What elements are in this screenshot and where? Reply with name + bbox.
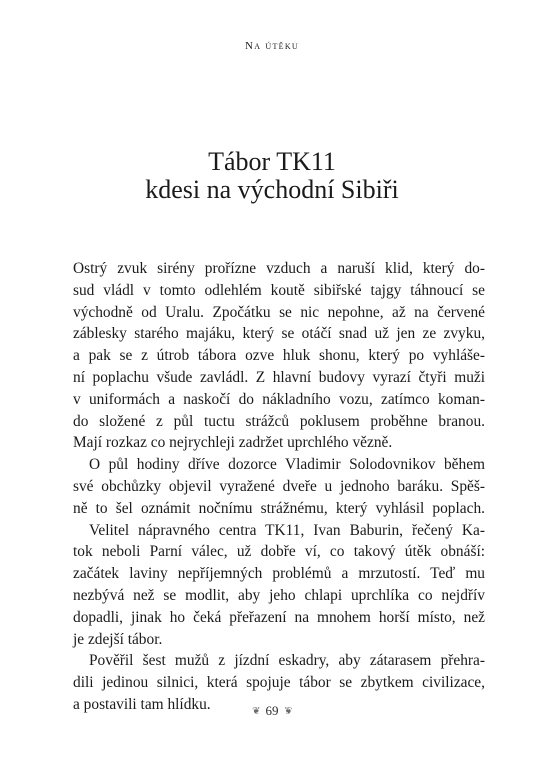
text-line: v uniformách a naskočí do nákladního vozu, zatímco koman- xyxy=(73,390,485,408)
text-line: záblesky starého majáku, který se otáčí snad už jen ze zvyku, xyxy=(73,325,485,343)
text-line: tok neboli Parní válec, už dobře ví, co takový útěk obnáší: xyxy=(73,543,485,561)
text-line: je zdejší tábor. xyxy=(73,630,163,648)
text-line: a pak se z útrob tábora ozve hluk shonu, který po vyhláše- xyxy=(73,347,485,365)
paragraph-3 xyxy=(73,520,485,651)
paragraph-1 xyxy=(73,258,485,454)
text-line: východně od Uralu. Zpočátku se nic nepohne, až na červené xyxy=(73,303,485,321)
chapter-title-line-2: kdesi na východní Sibiři xyxy=(145,175,399,204)
text-line: do složené z půl tuctu strážců poklusem proběhne branou. xyxy=(73,412,485,430)
running-head: Na útěku xyxy=(245,40,299,52)
text-line: začátek laviny nepříjemných problémů a mrzutostí. Teď mu xyxy=(73,565,485,583)
text-line: O půl hodiny dříve dozorce Vladimir Solodovnikov během xyxy=(89,456,485,474)
chapter-title xyxy=(0,148,544,204)
text-line: nezbývá než se modlit, aby jeho chlapi uprchlíka co nejdřív xyxy=(73,586,485,604)
text-line: sud vládl v tomto odlehlém koutě sibiřské tajgy táhnoucí se xyxy=(73,281,485,299)
text-line: ně to šel oznámit nočnímu strážnému, který vyhlásil poplach. xyxy=(73,499,485,517)
text-line: dili jedinou silnici, která spojuje tábor se zbytkem civilizace, xyxy=(73,674,485,692)
paragraph-2 xyxy=(73,454,485,519)
text-line: Ostrý zvuk sirény prořízne vzduch a naruší klid, který do- xyxy=(73,260,485,277)
body-text xyxy=(73,258,485,716)
page-number: 69 xyxy=(265,703,279,718)
fleuron-icon: ❦ xyxy=(283,706,292,717)
text-line: a postavili tam hlídku. xyxy=(73,695,211,713)
text-line: dopadli, jinak ho čeká přeřazení na mnohem horší místo, než xyxy=(73,608,485,626)
text-line: Mají rozkaz co nejrychleji zadržet uprchlého vězně. xyxy=(73,434,393,452)
text-line: Pověřil šest mužů z jízdní eskadry, aby zátarasem přehra- xyxy=(89,652,485,670)
fleuron-icon: ❦ xyxy=(252,706,261,717)
text-line: Velitel nápravného centra TK11, Ivan Baburin, řečený Ka- xyxy=(89,521,485,539)
text-line: ní poplachu všude zavládl. Z hlavní budovy vyrazí čtyři muži xyxy=(73,368,485,386)
chapter-title-line-1: Tábor TK11 xyxy=(208,147,336,176)
page-footer xyxy=(0,703,544,719)
text-line: své obchůzky objevil vyražené dveře u jednoho baráku. Spěš- xyxy=(73,477,485,495)
